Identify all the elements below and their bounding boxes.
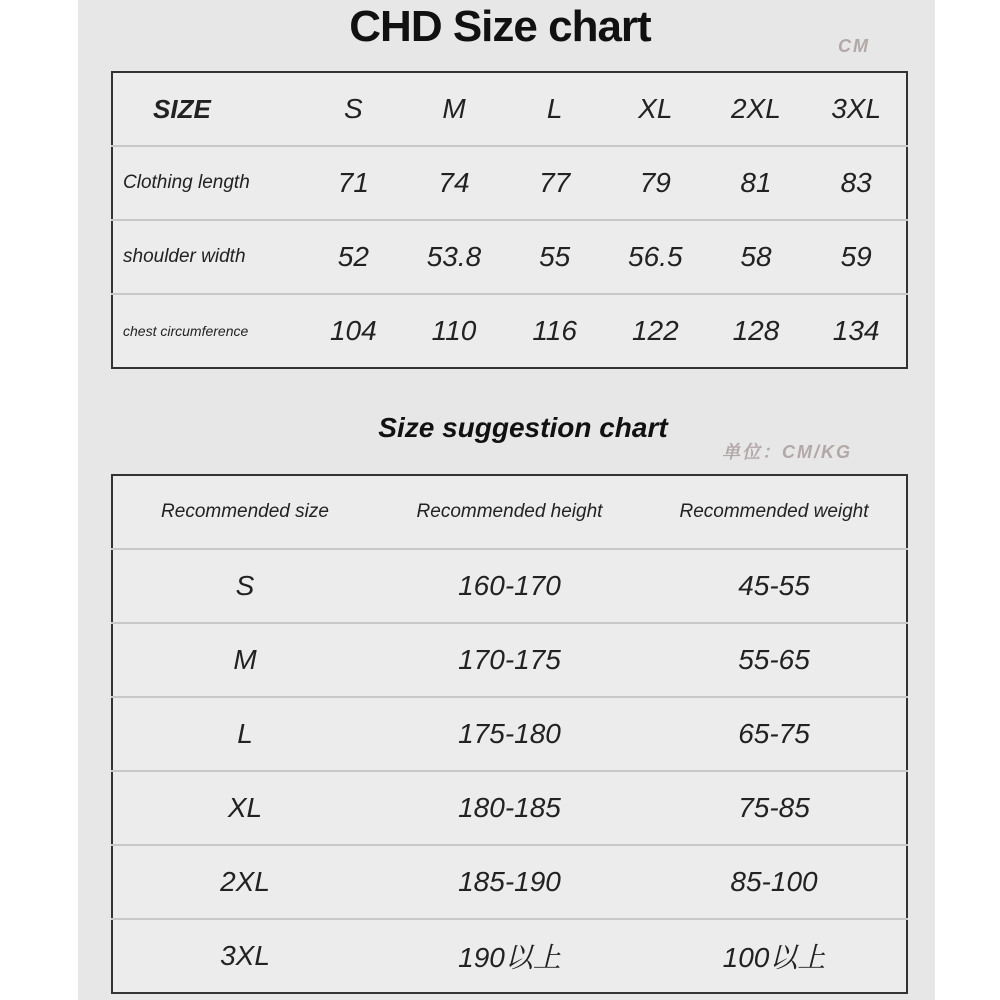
header-cell: Recommended size — [112, 475, 377, 549]
table-row — [112, 146, 907, 220]
value-cell: 175-180 — [377, 697, 642, 771]
value-cell: 2XL — [112, 845, 377, 919]
table-row — [112, 549, 907, 623]
value-cell: 45-55 — [642, 549, 907, 623]
value-cell: 160-170 — [377, 549, 642, 623]
value-cell: 85-100 — [642, 845, 907, 919]
value-cell: 74 — [404, 146, 505, 220]
table-row — [112, 697, 907, 771]
value-cell: 83 — [806, 146, 907, 220]
header-row — [112, 72, 907, 146]
header-cell: 3XL — [806, 72, 907, 146]
unit-label-cmkg: 单位：CM/KG — [722, 442, 852, 462]
value-cell: 128 — [732, 315, 780, 346]
header-cell: XL — [605, 72, 706, 146]
value-cell: 53.8 — [404, 220, 505, 294]
value-cell: 52 — [303, 220, 404, 294]
value-cell: 122 — [631, 315, 679, 346]
table-row — [112, 623, 907, 697]
header-cell: SIZE — [112, 72, 303, 146]
table-row — [112, 771, 907, 845]
value-cell: 59 — [806, 220, 907, 294]
header-cell: 2XL — [706, 72, 807, 146]
value-cell: 56.5 — [605, 220, 706, 294]
value-cell: 190以上 — [458, 942, 561, 973]
page-title: CHD Size chart — [349, 2, 651, 51]
header-cell: Recommended height — [377, 475, 642, 549]
size-suggestion-table — [111, 474, 908, 994]
unit-label-cm: CM — [838, 36, 870, 56]
value-cell: 65-75 — [642, 697, 907, 771]
table-row — [112, 845, 907, 919]
header-row — [112, 475, 907, 549]
header-cell: M — [404, 72, 505, 146]
value-cell: 58 — [706, 220, 807, 294]
value-cell: 71 — [303, 146, 404, 220]
value-cell: 100以上 — [722, 942, 826, 973]
value-cell: 110 — [431, 315, 477, 346]
header-cell: Recommended weight — [642, 475, 907, 549]
value-cell: S — [112, 549, 377, 623]
value-cell: 180-185 — [377, 771, 642, 845]
value-cell: 3XL — [220, 940, 270, 971]
value-cell: 77 — [504, 146, 605, 220]
value-cell: 75-85 — [642, 771, 907, 845]
value-cell: 55-65 — [642, 623, 907, 697]
value-cell: XL — [112, 771, 377, 845]
header-cell: S — [303, 72, 404, 146]
table-row — [112, 919, 907, 993]
value-cell: 104 — [329, 315, 377, 346]
table-row — [112, 294, 907, 368]
value-cell: L — [112, 697, 377, 771]
value-cell: 81 — [706, 146, 807, 220]
row-label: chest circumference — [123, 323, 249, 339]
value-cell: 79 — [605, 146, 706, 220]
value-cell: 170-175 — [377, 623, 642, 697]
value-cell: 116 — [532, 315, 577, 346]
suggestion-title: Size suggestion chart — [378, 412, 668, 443]
header-cell: L — [504, 72, 605, 146]
size-chart-table — [111, 71, 908, 369]
value-cell: 134 — [832, 315, 880, 346]
value-cell: 55 — [504, 220, 605, 294]
value-cell: M — [112, 623, 377, 697]
row-label: Clothing length — [112, 146, 303, 220]
table-row — [112, 220, 907, 294]
row-label: shoulder width — [112, 220, 303, 294]
value-cell: 185-190 — [377, 845, 642, 919]
